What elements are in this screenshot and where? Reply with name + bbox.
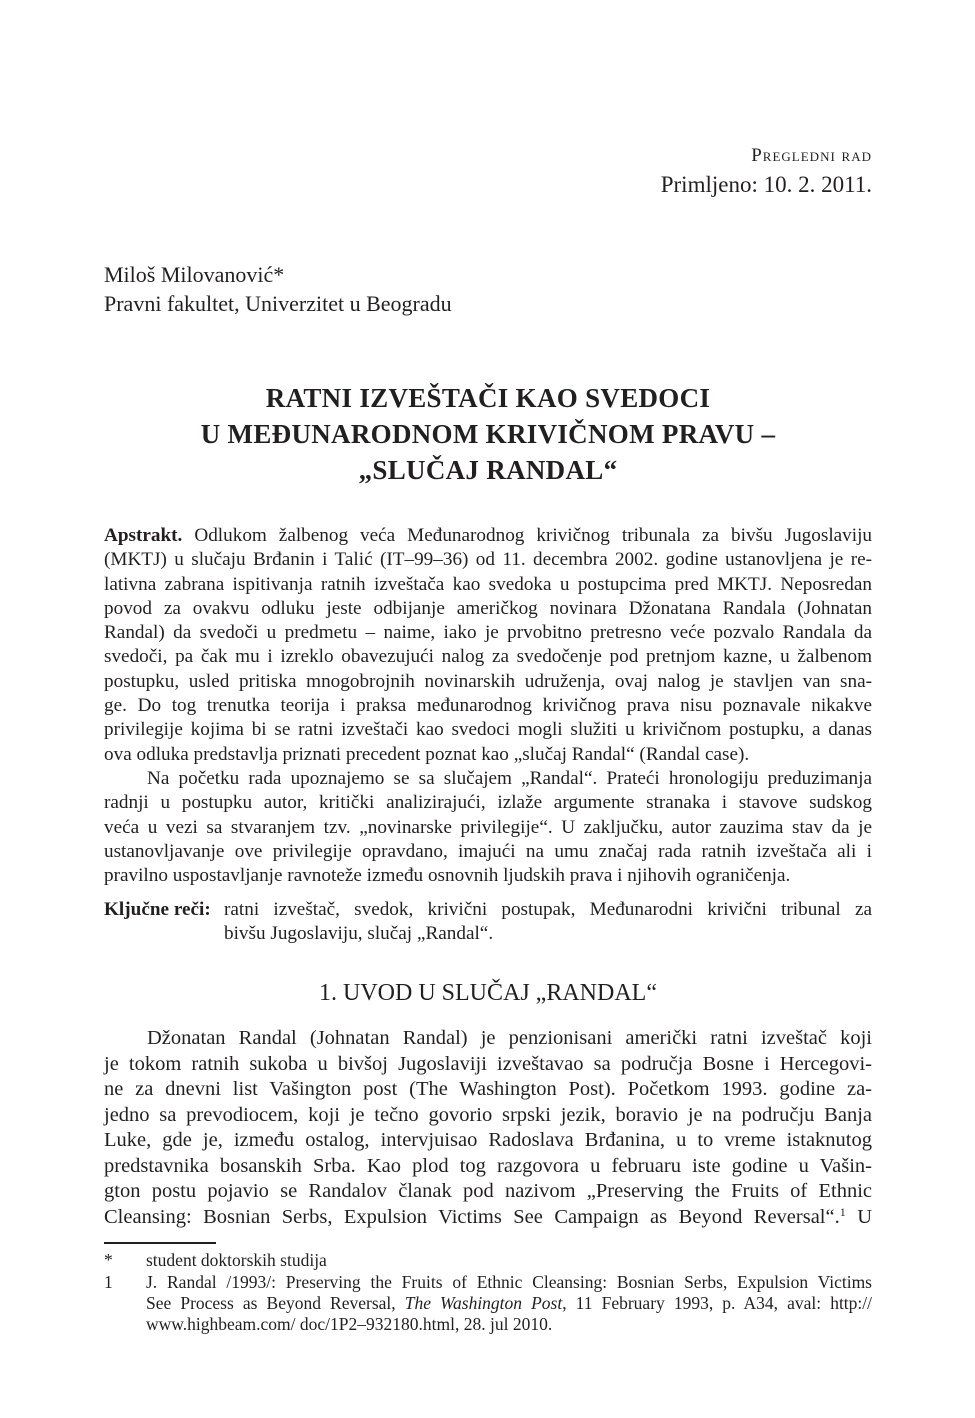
abstract-label: Apstrakt. — [104, 525, 183, 546]
abstract-line: povod za ovakvu odluku jeste odbijanje američkog novinara Džonatana Randala (Johnatan — [104, 597, 872, 619]
journal-name: The Washington Post — [404, 1293, 563, 1313]
abstract — [104, 524, 872, 888]
body-line: jedno sa prevodiocem, koji je tečno govorio srpski jezik, boravio je na području Banja — [104, 1103, 872, 1126]
abstract-line: veća u vezi sa stvaranjem tzv. „novinarske privilegije“. U zaključku, autor zauzima stav da je — [104, 816, 872, 838]
article-title — [104, 380, 872, 488]
body-line: ne za dnevni list Vašington post (The Washington Post). Početkom 1993. godine za- — [104, 1078, 872, 1100]
abstract-line: ova odluka predstavlja priznati precedent poznat kao „slučaj Randal“ (Randal case). — [104, 743, 750, 765]
keywords-text — [224, 898, 872, 947]
abstract-line: Na početku rada upoznajemo se sa slučajem „Randal“. Prateći hronologiju preduzimanja — [147, 767, 872, 789]
abstract-line: svedoči, pa čak mu i izreklo obavezujući nalog za svedočenje pod pretnjom kazne, u žalbenom — [104, 646, 872, 668]
title-line: U MEĐUNARODNOM KRIVIČNOM PRAVU – — [200, 419, 776, 449]
footnote-text: student doktorskih studija — [146, 1250, 327, 1270]
keywords-line: ratni izveštač, svedok, krivični postupak, Međunarodni krivični tribunal za — [224, 899, 872, 920]
body-line: Cleansing: Bosnian Serbs, Expulsion Victims See Campaign as Beyond Reversal“.$^1$ U — [104, 1204, 872, 1228]
title-line: „SLUČAJ RANDAL“ — [358, 455, 618, 485]
abstract-line: pravilno uspostavljanje ravnoteže između osnovnih ljudskih prava i njihovih ograničenja. — [104, 865, 791, 887]
author-block — [104, 260, 452, 318]
abstract-line: (MKTJ) u slučaju Brđanin i Talić (IT–99–36) od 11. decembra 2002. godine ustanovljena je re- — [104, 549, 872, 571]
abstract-line: radnji u postupku autor, kritički analizirajući, izlaže argumente stranaka i stavove sudskog — [104, 792, 872, 814]
title-line: RATNI IZVEŠTAČI KAO SVEDOCI — [265, 383, 711, 413]
author-affiliation: Pravni fakultet, Univerzitet u Beogradu — [104, 291, 452, 316]
keywords-line: bivšu Jugoslaviju, slučaj „Randal“. — [224, 923, 494, 945]
section-body — [104, 1026, 872, 1230]
abstract-line: postupku, usled pritiska mnogobrojnih novinarskih udruženja, ovaj nalog je stavljen van sna- — [104, 670, 872, 692]
body-line: Džonatan Randal (Johnatan Randal) je penzionisani američki ratni izveštač koji — [147, 1027, 872, 1049]
footnote-mark: * — [104, 1250, 113, 1270]
author-name: Miloš Milovanović* — [104, 262, 285, 287]
abstract-line: privilegije kojima bi se ratni izveštači kao svedoci mogli služiti u krivičnom postupku, a danas — [104, 719, 872, 741]
footnote-divider — [104, 1242, 216, 1244]
footnote-url[interactable]: www.highbeam.com/ doc/1P2–932180.html, 28. jul 2010. — [146, 1314, 553, 1334]
body-line: Luke, gde je, između ostalog, intervjuisao Radoslava Brđanina, u to vreme istaknutog — [104, 1129, 872, 1151]
body-line: gton postu pojavio se Randalov članak pod nazivom „Preserving the Fruits of Ethnic — [104, 1180, 872, 1202]
footnote-mark: 1 — [104, 1272, 113, 1292]
section-heading: 1. UVOD U SLUČAJ „RANDAL“ — [319, 980, 657, 1006]
received-date: Primljeno: 10. 2. 2011. — [660, 172, 872, 197]
body-line: predstavnika bosanskih Srba. Kao plod tog razgovora u februaru iste godine u Vašin- — [104, 1154, 872, 1177]
keywords-label: Ključne reči: — [104, 899, 211, 920]
abstract-line: Randal) da svedoči u predmetu – naime, iako je prvobitno pretresno veće pozvalo Randala da — [104, 622, 872, 644]
footnote-text: J. Randal /1993/: Preserving the Fruits of Ethnic Cleansing: Bosnian Serbs, Expulsion Victims See Process as Beyond Reversal, The Washington Post, 11 February 1993, p. A34, aval: http:// www.highbeam.com/ doc/1P2–932180.html, 28. jul 2010. — [146, 1272, 872, 1334]
article-type-label: Pregledni rad — [751, 145, 872, 166]
abstract-line: lativna zabrana ispitivanja ratnih izveštača kao svedoka u postupcima pred MKTJ. Neposredan — [104, 573, 872, 595]
footnote-ref[interactable]: 1 — [839, 1204, 846, 1219]
abstract-line: ge. Do tog trenutka teorija i praksa međunarodnog krivičnog prava nisu poznavale nikakve — [104, 695, 872, 717]
abstract-line: Apstrakt. Odlukom žalbenog veća Međunarodnog krivičnog tribunala za bivšu Jugoslaviju — [104, 525, 873, 546]
abstract-line: ustanovljavanje ove privilegije opravdano, imajući na umu značaj rada ratnih izveštača ali i — [104, 840, 872, 862]
body-line: je tokom ratnih sukoba u bivšoj Jugoslaviji izveštavao sa područja Bosne i Hercegovi- — [104, 1052, 872, 1075]
